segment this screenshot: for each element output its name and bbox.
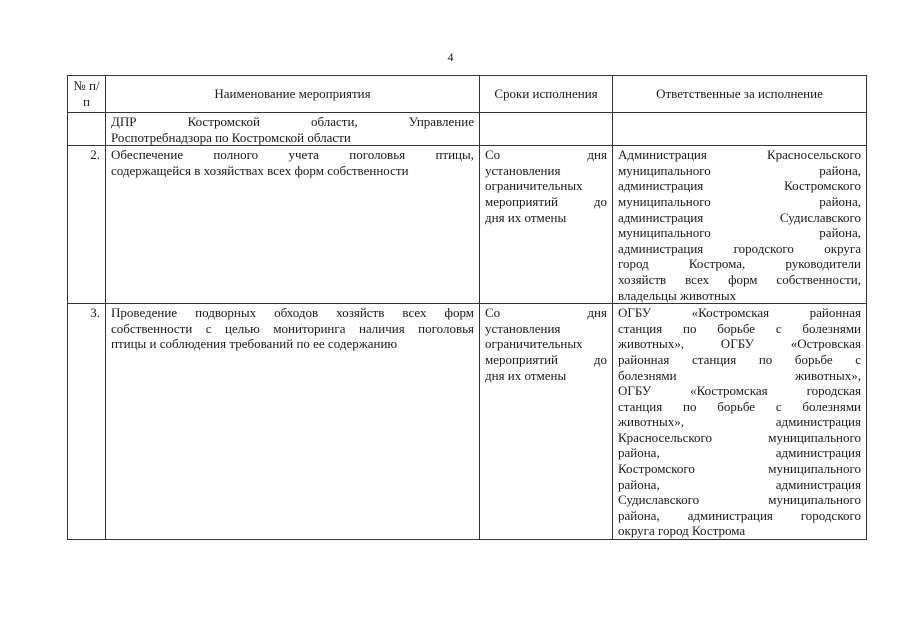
cell-line: Обеспечение полного учета поголовья птицы,: [111, 147, 474, 163]
cell-line: Со дня: [485, 147, 607, 163]
cell-line: округа город Кострома: [618, 523, 746, 539]
table-row: [68, 304, 867, 540]
cell-line: владельцы животных: [618, 287, 737, 303]
cell-line: станция по борьбе с болезнями: [618, 320, 861, 336]
cell-responsible: [613, 146, 867, 304]
cell-line: птицы и соблюдения требований по ее содержанию: [111, 336, 398, 352]
cell-num: 2.: [68, 146, 106, 304]
cell-line: мероприятий до: [485, 193, 607, 209]
cell-line: ограничительных: [485, 336, 583, 352]
cell-line: района, администрация городского: [618, 507, 861, 523]
cell-name: [106, 146, 480, 304]
cell-line: Со дня: [485, 305, 607, 321]
cell-line: город Кострома, руководители: [618, 256, 861, 272]
cell-line: ОГБУ «Костромская районная: [618, 305, 861, 321]
cell-line: ДПР Костромской области, Управление: [111, 114, 474, 129]
cell-line: ограничительных: [485, 178, 583, 194]
cell-line: животных», администрация: [618, 414, 861, 430]
cell-line: дня их отмены: [485, 367, 567, 383]
cell-line: Администрация Красносельского: [618, 147, 861, 163]
table-row: [68, 146, 867, 304]
cell-line: Роспотребнадзора по Костромской области: [111, 129, 351, 145]
cell-responsible: [613, 304, 867, 540]
header-term: Сроки исполнения: [480, 76, 613, 113]
cell-line: животных», ОГБУ «Островская: [618, 336, 861, 352]
cell-line: Проведение подворных обходов хозяйств всех форм: [111, 305, 474, 321]
cell-line: станция по борьбе с болезнями: [618, 398, 861, 414]
cell-line: установления: [485, 320, 561, 336]
cell-line: Красносельского муниципального: [618, 429, 861, 445]
cell-responsible: [613, 113, 867, 146]
cell-num: [68, 113, 106, 146]
table-row: [68, 113, 867, 146]
table-header-row: [68, 76, 867, 113]
cell-line: дня их отмены: [485, 209, 567, 225]
cell-line: болезнями животных»,: [618, 367, 861, 383]
cell-line: администрация Судиславского: [618, 209, 861, 225]
cell-line: ОГБУ «Костромская городская: [618, 383, 861, 399]
cell-line: муниципального района,: [618, 162, 861, 178]
cell-line: содержащейся в хозяйствах всех форм собственности: [111, 162, 409, 178]
cell-line: собственности с целью мониторинга наличия поголовья: [111, 320, 474, 336]
cell-name: [106, 304, 480, 540]
cell-line: установления: [485, 162, 561, 178]
header-responsible: Ответственные за исполнение: [613, 76, 867, 113]
cell-line: муниципального района,: [618, 193, 861, 209]
cell-line: района, администрация: [618, 476, 861, 492]
cell-line: Судиславского муниципального: [618, 492, 861, 508]
page-number: 4: [447, 50, 454, 64]
cell-line: района, администрация: [618, 445, 861, 461]
cell-line: муниципального района,: [618, 225, 861, 241]
cell-num: 3.: [68, 304, 106, 540]
cell-term: [480, 146, 613, 304]
cell-line: Костромского муниципального: [618, 461, 861, 477]
cell-line: хозяйств всех форм собственности,: [618, 271, 861, 287]
cell-term: [480, 113, 613, 146]
cell-line: администрация Костромского: [618, 178, 861, 194]
cell-term: [480, 304, 613, 540]
table-body: [68, 113, 867, 540]
cell-line: администрация городского округа: [618, 240, 861, 256]
header-name: Наименование мероприятия: [106, 76, 480, 113]
header-num: № п/п: [68, 76, 106, 113]
cell-name: [106, 113, 480, 146]
measures-table: [67, 75, 867, 540]
cell-line: районная станция по борьбе с: [618, 351, 861, 367]
cell-line: мероприятий до: [485, 351, 607, 367]
